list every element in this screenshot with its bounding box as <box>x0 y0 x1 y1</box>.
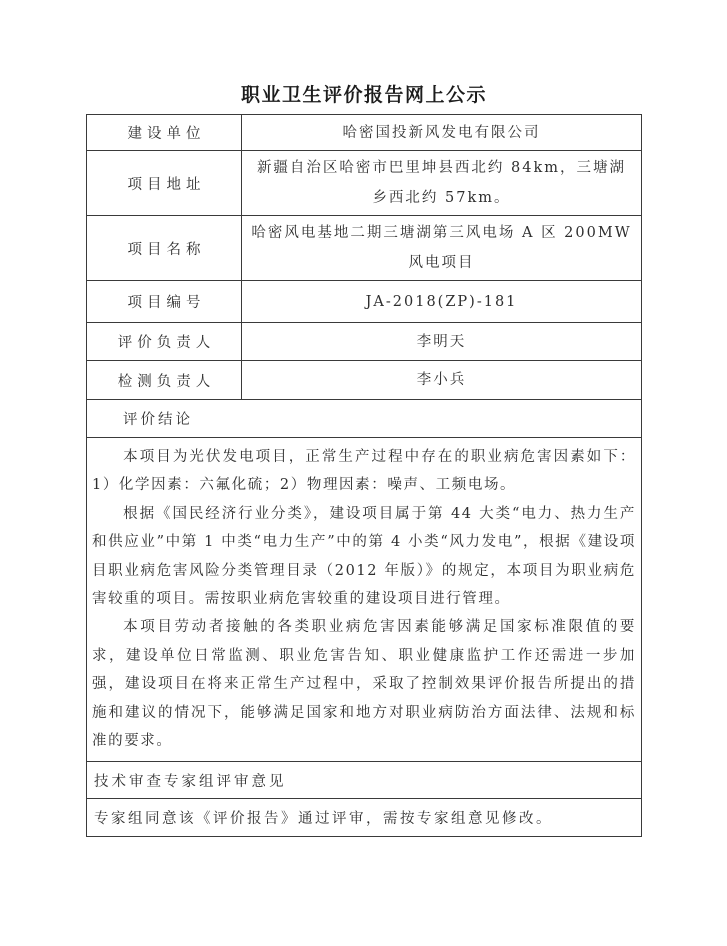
conclusion-header: 评价结论 <box>87 399 641 437</box>
conclusion-paragraph: 根据《国民经济行业分类》，建设项目属于第 44 大类“电力、热力生产和供应业”中第 1 中类“电力生产”中的第 4 小类“风力发电”，根据《建设项目职业病危害风险分类管理目录（2012 年版）》的规定，本项目为职业病危害较重的项目。需按职业病危害较重的建设项目进行管理。 <box>92 505 636 608</box>
conclusion-paragraph: 本项目劳动者接触的各类职业病危害因素能够满足国家标准限值的要求，建设单位日常监测、职业危害告知、职业健康监护工作还需进一步加强，建设项目在将来正常生产过程中，采取了控制效果评价报告所提出的措施和建议的情况下，能够满足国家和地方对职业病防治方面法律、法规和标准的要求。 <box>92 619 636 750</box>
table-row-project-address <box>87 150 641 215</box>
conclusion-paragraph: 本项目为光伏发电项目，正常生产过程中存在的职业病危害因素如下：1）化学因素：六氟化硫；2）物理因素：噪声、工频电场。 <box>92 449 636 494</box>
row-label: 检测负责人 <box>87 361 242 399</box>
row-label: 项目编号 <box>87 281 242 322</box>
report-document <box>86 80 642 837</box>
report-table <box>86 114 642 837</box>
row-value: 哈密风电基地二期三塘湖第三风电场 A 区 200MW 风电项目 <box>251 225 632 271</box>
table-row-project-name <box>87 215 641 280</box>
row-value: 李小兵 <box>416 372 467 388</box>
row-label: 建设单位 <box>87 115 242 150</box>
table-row-project-number <box>87 280 641 322</box>
row-label: 项目名称 <box>87 216 242 280</box>
row-value: JA-2018(ZP)-181 <box>365 293 518 310</box>
expert-review-header: 技术审查专家组评审意见 <box>87 761 641 798</box>
row-label: 评价负责人 <box>87 323 242 360</box>
expert-review-opinion: 专家组同意该《评价报告》通过评审，需按专家组意见修改。 <box>87 798 641 836</box>
table-row-evaluation-lead <box>87 322 641 360</box>
table-row-testing-lead <box>87 360 641 399</box>
conclusion-body <box>87 437 641 761</box>
row-value: 哈密国投新风发电有限公司 <box>342 124 541 141</box>
row-value: 李明天 <box>416 333 467 350</box>
row-value: 新疆自治区哈密市巴里坤县西北约 84km，三塘湖乡西北约 57km。 <box>256 160 627 206</box>
row-label: 项目地址 <box>87 151 242 215</box>
table-row-construction-unit <box>87 115 641 150</box>
page-title: 职业卫生评价报告网上公示 <box>240 84 487 106</box>
